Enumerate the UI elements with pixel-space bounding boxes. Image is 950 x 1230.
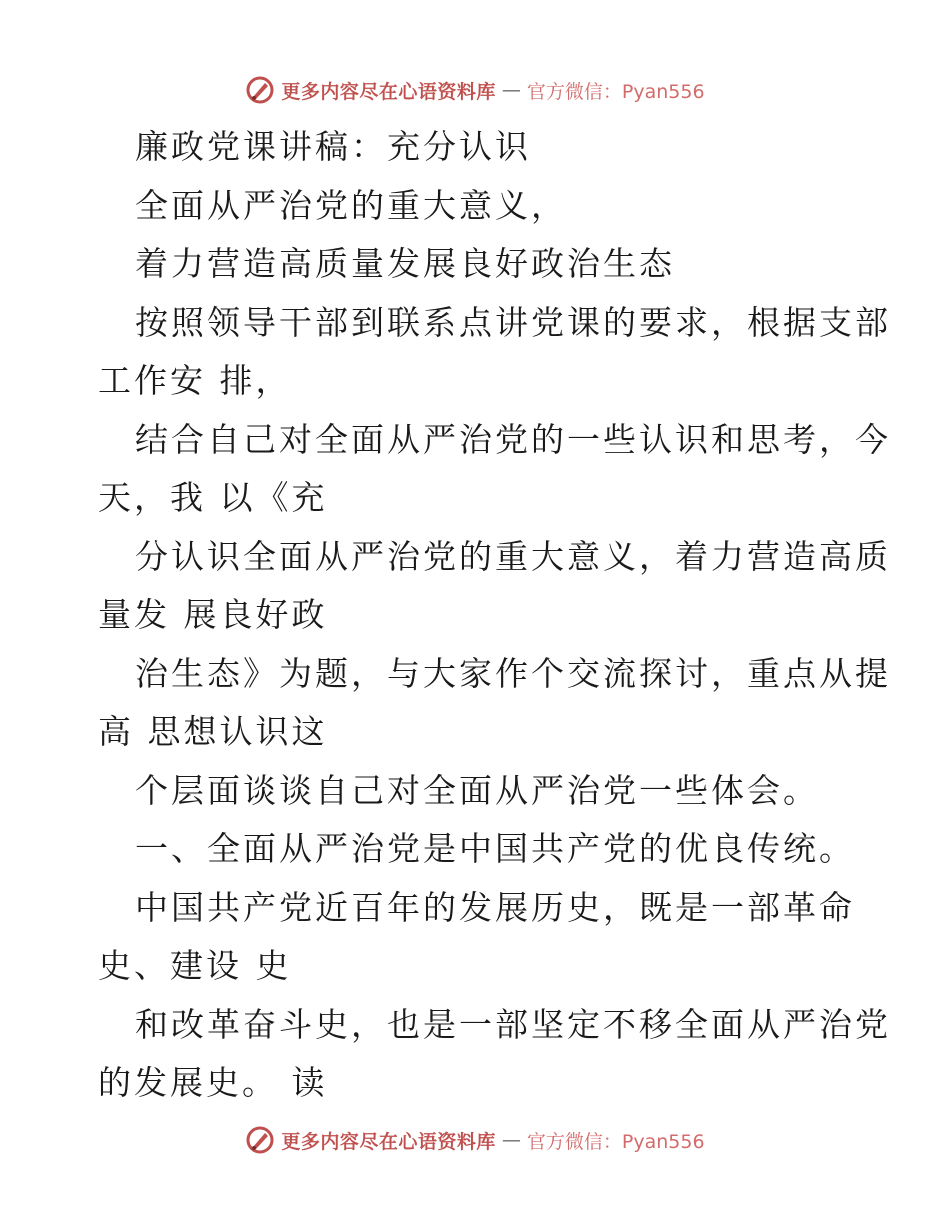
doc-line: 廉政党课讲稿：充分认识: [135, 127, 531, 166]
doc-line: 着力营造高质量发展良好政治生态: [135, 244, 675, 283]
doc-line: 的发展史。 读: [98, 1063, 328, 1102]
banner-separator: —: [501, 1129, 521, 1151]
doc-line: 和改革奋斗史，也是一部坚定不移全面从严治党: [135, 1004, 891, 1044]
header-banner: [0, 70, 950, 110]
doc-line: 分认识全面从严治党的重大意义，着力营造高质: [135, 536, 891, 576]
doc-line: 天，我 以《充: [98, 478, 328, 517]
doc-line: 史、建设 史: [98, 946, 292, 985]
banner-wechat: 官方微信：Pyan556: [526, 80, 705, 103]
doc-line: 高 思想认识这: [98, 712, 328, 751]
quill-seal-icon: [245, 1125, 275, 1155]
quill-seal-icon: [245, 75, 275, 105]
doc-line: 全面从严治党的重大意义，: [135, 185, 567, 225]
doc-line: 按照领导干部到联系点讲党课的要求，根据支部: [135, 302, 891, 342]
doc-line: 一、全面从严治党是中国共产党的优良传统。: [135, 829, 855, 868]
banner-separator: —: [501, 79, 521, 101]
doc-line: 中国共产党近百年的发展历史，既是一部革命: [135, 887, 855, 927]
doc-line: 个层面谈谈自己对全面从严治党一些体会。: [135, 770, 819, 810]
doc-line: 量发 展良好政: [98, 595, 328, 634]
doc-line: 治生态》为题，与大家作个交流探讨，重点从提: [135, 653, 891, 693]
banner-slogan: 更多内容尽在心语资料库: [281, 1130, 496, 1153]
doc-line: 结合自己对全面从严治党的一些认识和思考，今: [135, 419, 891, 459]
banner-slogan: 更多内容尽在心语资料库: [281, 80, 496, 103]
banner-wechat: 官方微信：Pyan556: [526, 1130, 705, 1153]
document-body: [98, 118, 891, 1113]
footer-banner: [0, 1120, 950, 1160]
doc-line: 工作安 排，: [98, 361, 292, 400]
